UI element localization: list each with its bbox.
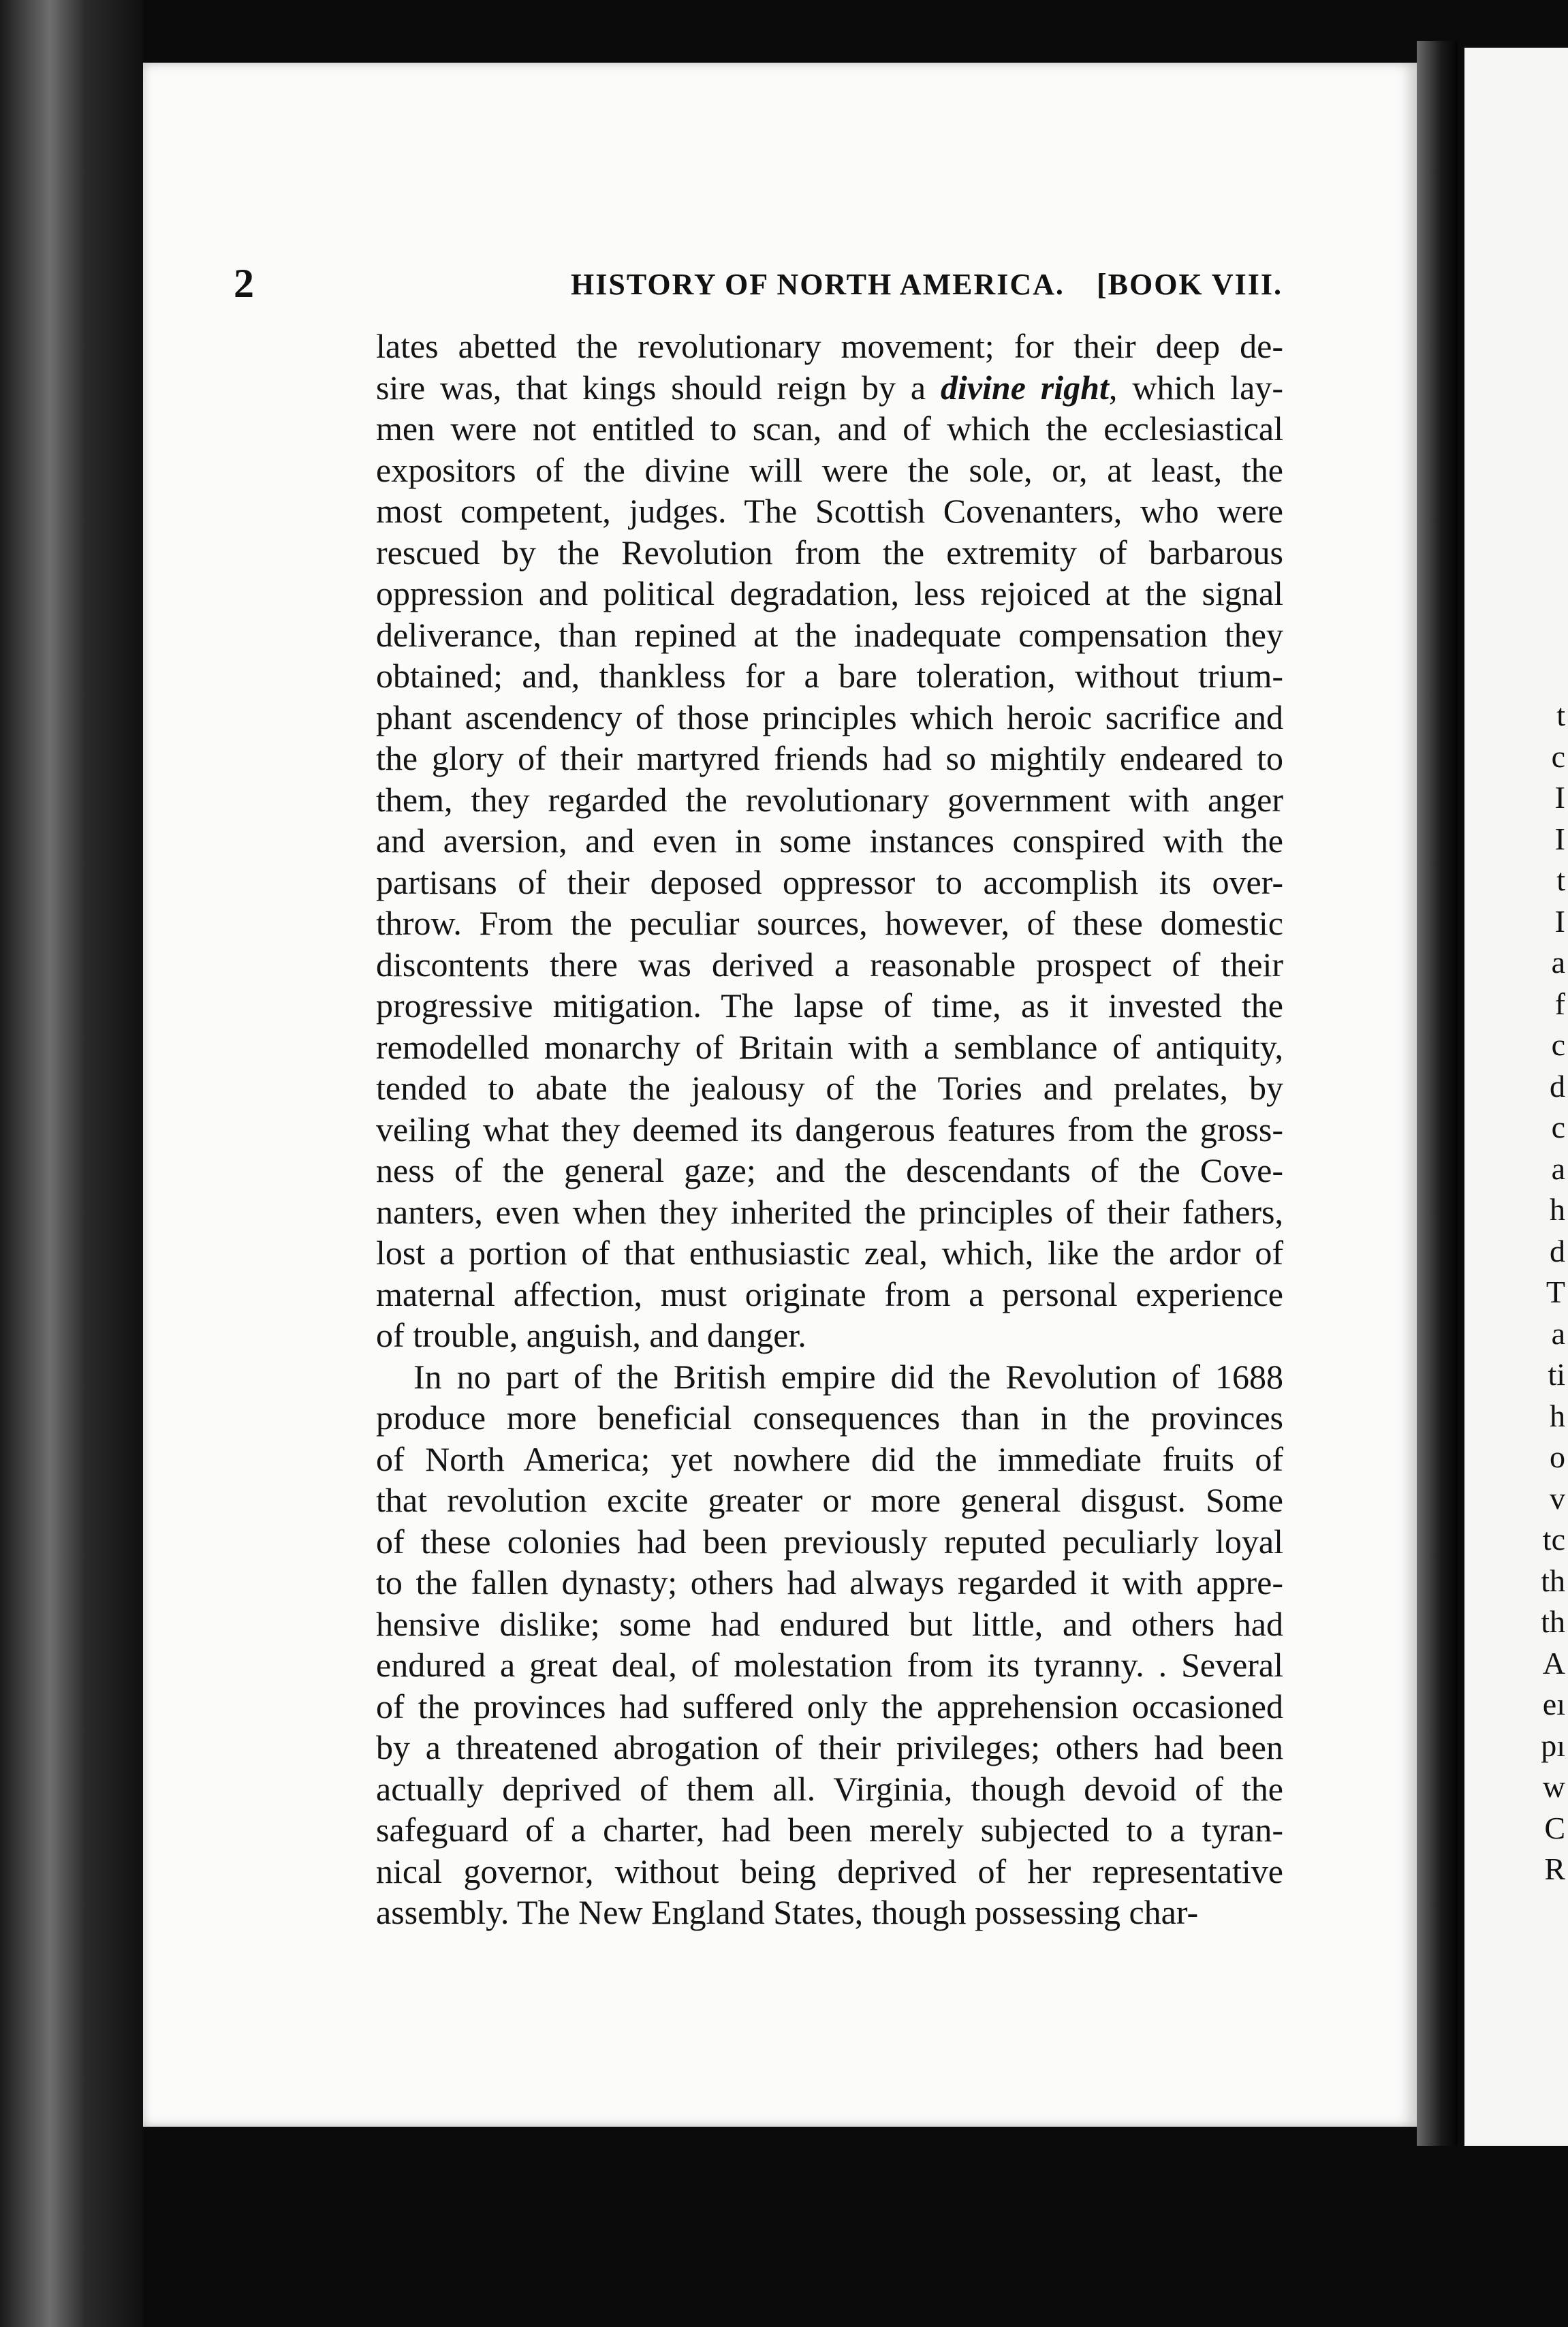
facing-page-fragment: I [1554, 780, 1565, 815]
text-line: maternal affection, must originate from a personal experience [376, 1275, 1283, 1313]
facing-page-fragment: f [1554, 986, 1565, 1021]
page-number: 2 [234, 261, 255, 306]
running-header [234, 261, 1283, 308]
text-line: produce more beneficial consequences than in the provinces [376, 1399, 1283, 1437]
facing-page-fragment: c [1551, 738, 1565, 774]
paragraph-2 [376, 1356, 1283, 1933]
facing-page-fragment: ti [1548, 1357, 1565, 1392]
text-line: assembly. The New England States, though possessing char- [376, 1893, 1199, 1931]
text-line: lost a portion of that enthusiastic zeal, which, like the ardor of [376, 1234, 1283, 1272]
facing-page-fragment: h [1550, 1398, 1565, 1433]
page-body [376, 326, 1283, 1933]
facing-page-fragment: t [1556, 698, 1565, 732]
text-line: of these colonies had been previously reputed peculiarly loyal [376, 1522, 1283, 1561]
text-line: nical governor, without being deprived of her representative [376, 1852, 1283, 1890]
facing-page-fragment: h [1550, 1192, 1565, 1227]
text-line: rescued by the Revolution from the extremity of barbarous [376, 533, 1283, 572]
facing-page-fragment: c [1551, 1027, 1565, 1062]
scanner-edge [0, 0, 143, 2327]
text-line: by a threatened abrogation of their privileges; others had been [376, 1728, 1283, 1766]
text-line: sire was, that kings should reign by a divine right, which lay- [376, 368, 1283, 407]
text-line: and aversion, and even in some instances conspired with the [376, 822, 1283, 860]
facing-page-fragment: I [1554, 903, 1565, 939]
text-line: safeguard of a charter, had been merely subjected to a tyran- [376, 1811, 1283, 1849]
facing-page-fragment: a [1551, 945, 1565, 980]
text-line: ness of the general gaze; and the descendants of the Cove- [376, 1151, 1283, 1189]
text-line: phant ascendency of those principles which heroic sacrifice and [376, 698, 1283, 736]
facing-page-fragment: d [1550, 1233, 1565, 1268]
facing-page-fragment: pı [1541, 1728, 1565, 1763]
text-line: the glory of their martyred friends had so mightily endeared to [376, 739, 1283, 777]
text-line: deliverance, than repined at the inadequate compensation they [376, 615, 1283, 654]
facing-page-fragment: v [1550, 1480, 1565, 1516]
text-line: nanters, even when they inherited the principles of their fathers, [376, 1192, 1283, 1231]
text-line: men were not entitled to scan, and of which the ecclesiastical [376, 409, 1283, 448]
facing-page-fragment: d [1550, 1068, 1565, 1104]
text-line: oppression and political degradation, less rejoiced at the signal [376, 574, 1283, 612]
text-line: endured a great deal, of molestation from its tyranny. . Several [376, 1646, 1283, 1684]
facing-page-fragment: a [1551, 1151, 1565, 1186]
facing-page-fragment: w [1542, 1769, 1565, 1804]
text-line: discontents there was derived a reasonable prospect of their [376, 945, 1283, 984]
facing-page-fragment: I [1554, 821, 1565, 856]
text-line: that revolution excite greater or more general disgust. Some [376, 1481, 1283, 1519]
facing-page-fragment: th [1541, 1563, 1565, 1598]
facing-page-fragment: C [1544, 1810, 1565, 1845]
facing-page-fragment: th [1541, 1604, 1565, 1639]
text-line: of trouble, anguish, and danger. [376, 1316, 806, 1354]
text-line: them, they regarded the revolutionary government with anger [376, 780, 1283, 819]
text-line: of North America; yet nowhere did the immediate fruits of [376, 1439, 1283, 1478]
text-line: tended to abate the jealousy of the Tories and prelates, by [376, 1069, 1283, 1107]
text-line: In no part of the British empire did the Revolution of 1688 [413, 1357, 1283, 1396]
text-line: of the provinces had suffered only the apprehension occasioned [376, 1687, 1283, 1725]
text-line: expositors of the divine will were the sole, or, at least, the [376, 450, 1283, 489]
facing-page-fragment: o [1550, 1439, 1565, 1474]
book-reference: [BOOK VIII. [1096, 268, 1283, 301]
book-gutter [1417, 41, 1458, 2146]
running-title: HISTORY OF NORTH AMERICA. [571, 268, 1065, 301]
facing-page-fragment: T [1546, 1275, 1565, 1309]
text-line: progressive mitigation. The lapse of time, as it invested the [376, 986, 1283, 1025]
facing-page-fragment: R [1544, 1852, 1565, 1886]
facing-page-fragment: A [1542, 1645, 1565, 1681]
text-line: to the fallen dynasty; others had always regarded it with appre- [376, 1563, 1283, 1602]
text-line: partisans of their deposed oppressor to accomplish its over- [376, 862, 1283, 901]
text-line: most competent, judges. The Scottish Covenanters, who were [376, 492, 1283, 530]
facing-page-fragment: c [1551, 1110, 1565, 1144]
text-line: actually deprived of them all. Virginia, though devoid of the [376, 1769, 1283, 1808]
text-line: remodelled monarchy of Britain with a semblance of antiquity, [376, 1027, 1283, 1066]
facing-page-fragment: eı [1542, 1687, 1565, 1721]
text-line: hensive dislike; some had endured but little, and others had [376, 1604, 1283, 1643]
facing-page-fragment: t [1556, 862, 1565, 897]
text-line: obtained; and, thankless for a bare toleration, without trium- [376, 657, 1283, 695]
facing-page-fragment: a [1551, 1315, 1565, 1351]
text-line: veiling what they deemed its dangerous features from the gross- [376, 1110, 1283, 1149]
paragraph-1 [376, 326, 1283, 1356]
text-line: throw. From the peculiar sources, however, of these domestic [376, 904, 1283, 942]
facing-page-fragment: tc [1542, 1522, 1565, 1557]
facing-page-edge [1464, 48, 1568, 2146]
text-line: lates abetted the revolutionary movement; for their deep de- [376, 327, 1283, 365]
